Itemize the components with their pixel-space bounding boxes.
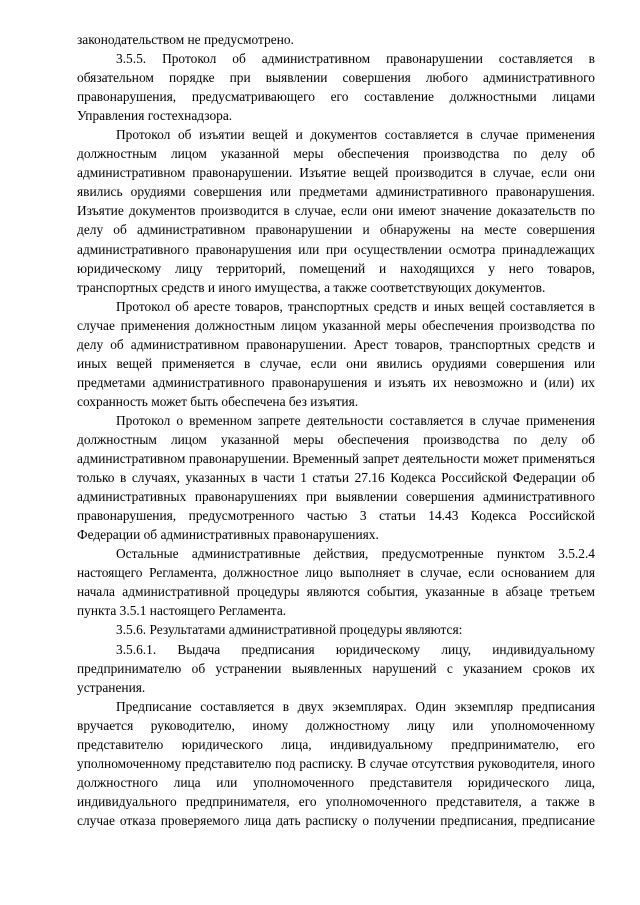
paragraph-seizure-protocol: Протокол об изъятии вещей и документов составляется в случае применения должностным лицом указанной меры обеспечения производства по делу об административном правонарушении. Изъятие вещей производится в случае, если они явились орудиями совершения или предметами административного правонарушения. Изъятие документов производится в случае, если они имеют значение доказательств по делу об административном правонарушении и обнаружены на месте совершения административного правонарушения или при осуществлении осмотра принадлежащих юридическому лицу территорий, помещений и находящихся у него товаров, транспортных средств и иного имущества, а также соответствующих документов. (77, 127, 595, 295)
paragraph-temporary-ban-protocol: Протокол о временном запрете деятельности составляется в случае применения должностным лицом указанной меры обеспечения производства по делу об административном правонарушении. Временный запрет деятельности может применяться только в случаях, указанных в части 1 статьи 27.16 Кодекса Российской Федерации об административных правонарушениях при выявлении совершения административного правонарушения, предусмотренного частью 3 статьи 14.43 Кодекса Российской Федерации об административных правонарушениях. (77, 412, 595, 543)
paragraph-3-5-6-1: 3.5.6.1. Выдача предписания юридическому лицу, индивидуальному предпринимателю об устранении выявленных нарушений с указанием сроков их устранения. (77, 641, 595, 695)
paragraph-other-actions: Остальные административные действия, предусмотренные пунктом 3.5.2.4 настоящего Регламента, должностное лицо выполняет в случае, если основанием для начала административной процедуры являются события, указанные в абзаце третьем пункта 3.5.1 настоящего Регламента. (77, 546, 595, 619)
document-page (77, 30, 595, 830)
paragraph-prescription: Предписание составляется в двух экземплярах. Один экземпляр предписания вручается руководителю, иному должностному лицу или уполномоченному представителю юридического лица, индивидуальному предпринимателю, его уполномоченному представителю под расписку. В случае отсутствия руководителя, иного должностного лица или уполномоченного представителя юридического лица, индивидуального предпринимателя, его уполномоченного представителя, а также в случае отказа проверяемого лица дать расписку о получении предписания, предписание (77, 698, 595, 828)
paragraph-arrest-protocol: Протокол об аресте товаров, транспортных средств и иных вещей составляется в случае применения должностным лицом указанной меры обеспечения производства по делу об административном правонарушении. Арест товаров, транспортных средств и иных вещей применяется в случае, если они явились орудиями совершения или предметами административного правонарушения и изъять их невозможно и (или) их сохранность может быть обеспечена без изъятия. (77, 298, 595, 409)
paragraph-3-5-5: 3.5.5. Протокол об административном правонарушении составляется в обязательном порядке при выявлении совершения любого административного правонарушения, предусматривающего его составление должностными лицами Управления гостехнадзора. (77, 51, 595, 124)
paragraph-3-5-6: 3.5.6. Результатами административной процедуры являются: (116, 622, 463, 638)
paragraph-continuation: законодательством не предусмотрено. (77, 32, 294, 47)
